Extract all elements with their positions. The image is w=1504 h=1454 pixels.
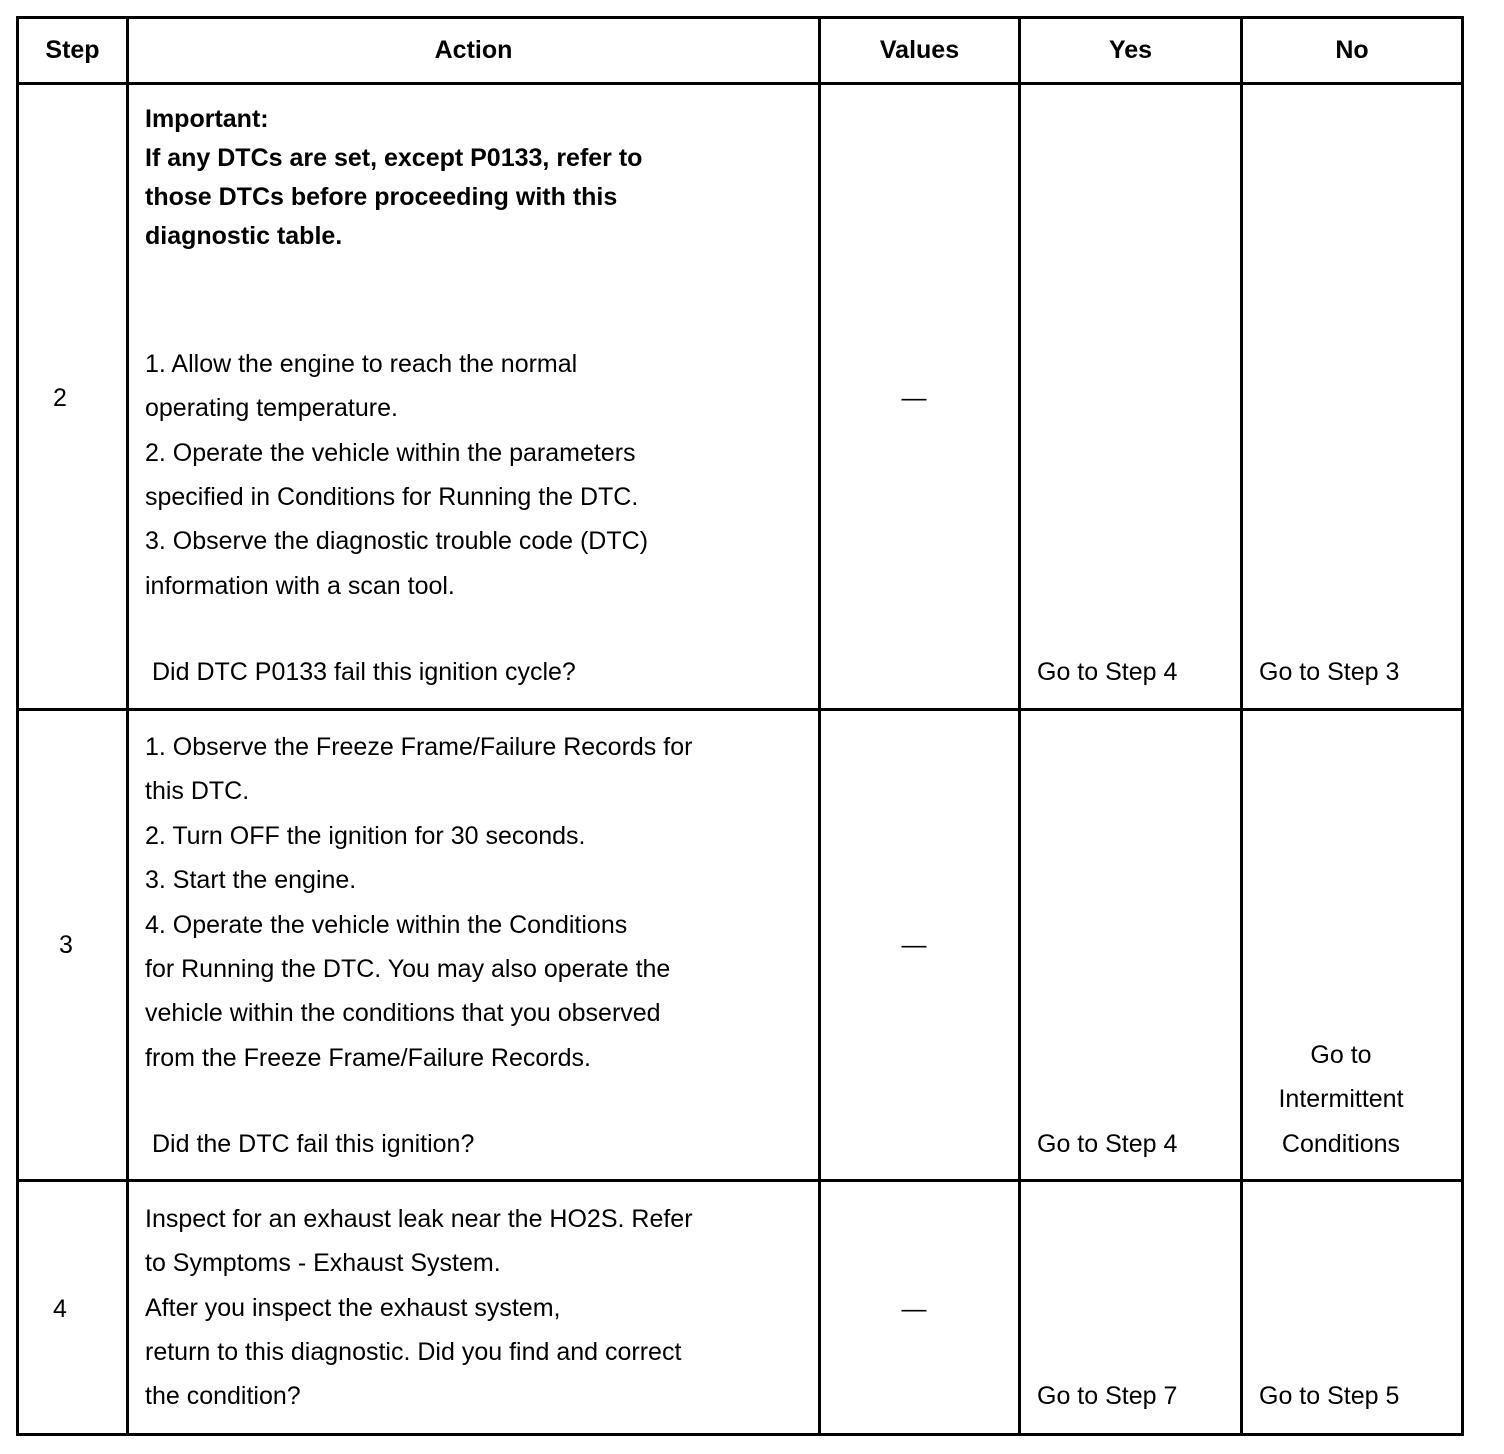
yes-result: Go to Step 4 <box>1037 658 1178 686</box>
column-divider <box>1240 16 1243 1436</box>
action-line: to Symptoms - Exhaust System. <box>145 1249 501 1277</box>
table-bottom-border <box>16 1433 1464 1436</box>
row-divider <box>16 708 1464 711</box>
column-divider <box>818 16 821 1436</box>
important-text-line: diagnostic table. <box>145 222 343 250</box>
value-dash: — <box>901 1295 927 1323</box>
action-line: 2. Turn OFF the ignition for 30 seconds. <box>145 822 586 850</box>
action-line: 1. Allow the engine to reach the normal <box>145 350 578 378</box>
step-number: 3 <box>59 931 73 959</box>
step-number: 2 <box>53 384 67 412</box>
action-line: return to this diagnostic. Did you find and correct <box>145 1338 682 1366</box>
action-line: for Running the DTC. You may also operate the <box>145 955 671 983</box>
yes-result: Go to Step 7 <box>1037 1382 1178 1410</box>
row-divider <box>16 1179 1464 1182</box>
no-result-line: Intermittent <box>1278 1085 1404 1113</box>
action-line: 2. Operate the vehicle within the parameters <box>145 439 636 467</box>
action-line: from the Freeze Frame/Failure Records. <box>145 1044 591 1072</box>
action-line: 1. Observe the Freeze Frame/Failure Records for <box>145 733 693 761</box>
action-line: this DTC. <box>145 777 250 805</box>
action-line: After you inspect the exhaust system, <box>145 1294 561 1322</box>
important-text-line: those DTCs before proceeding with this <box>145 183 618 211</box>
value-dash: — <box>901 384 927 412</box>
no-result-line: Conditions <box>1281 1130 1401 1158</box>
header-values: Values <box>879 36 960 64</box>
no-result: Go to Step 5 <box>1259 1382 1400 1410</box>
action-line: operating temperature. <box>145 394 398 422</box>
action-question: Did DTC P0133 fail this ignition cycle? <box>152 658 576 686</box>
no-result: Go to Step 3 <box>1259 658 1400 686</box>
action-line: 3. Start the engine. <box>145 866 357 894</box>
yes-result: Go to Step 4 <box>1037 1130 1178 1158</box>
table-right-border <box>1461 16 1464 1436</box>
value-dash: — <box>901 931 927 959</box>
no-result-line: Go to <box>1310 1041 1372 1069</box>
action-line: 3. Observe the diagnostic trouble code (DTC) <box>145 527 649 555</box>
header-yes: Yes <box>1108 36 1153 64</box>
important-text-line: If any DTCs are set, except P0133, refer to <box>145 144 643 172</box>
header-no: No <box>1335 36 1369 64</box>
action-line: the condition? <box>145 1382 301 1410</box>
step-number: 4 <box>53 1295 67 1323</box>
action-line: information with a scan tool. <box>145 572 455 600</box>
action-question: Did the DTC fail this ignition? <box>152 1130 475 1158</box>
header-action: Action <box>434 36 513 64</box>
action-line: 4. Operate the vehicle within the Conditions <box>145 911 628 939</box>
column-divider <box>126 16 129 1436</box>
column-divider <box>1018 16 1021 1436</box>
important-label: Important: <box>145 105 269 133</box>
action-line: specified in Conditions for Running the DTC. <box>145 483 639 511</box>
header-step: Step <box>45 36 100 64</box>
action-line: vehicle within the conditions that you observed <box>145 999 661 1027</box>
action-line: Inspect for an exhaust leak near the HO2S. Refer <box>145 1205 693 1233</box>
